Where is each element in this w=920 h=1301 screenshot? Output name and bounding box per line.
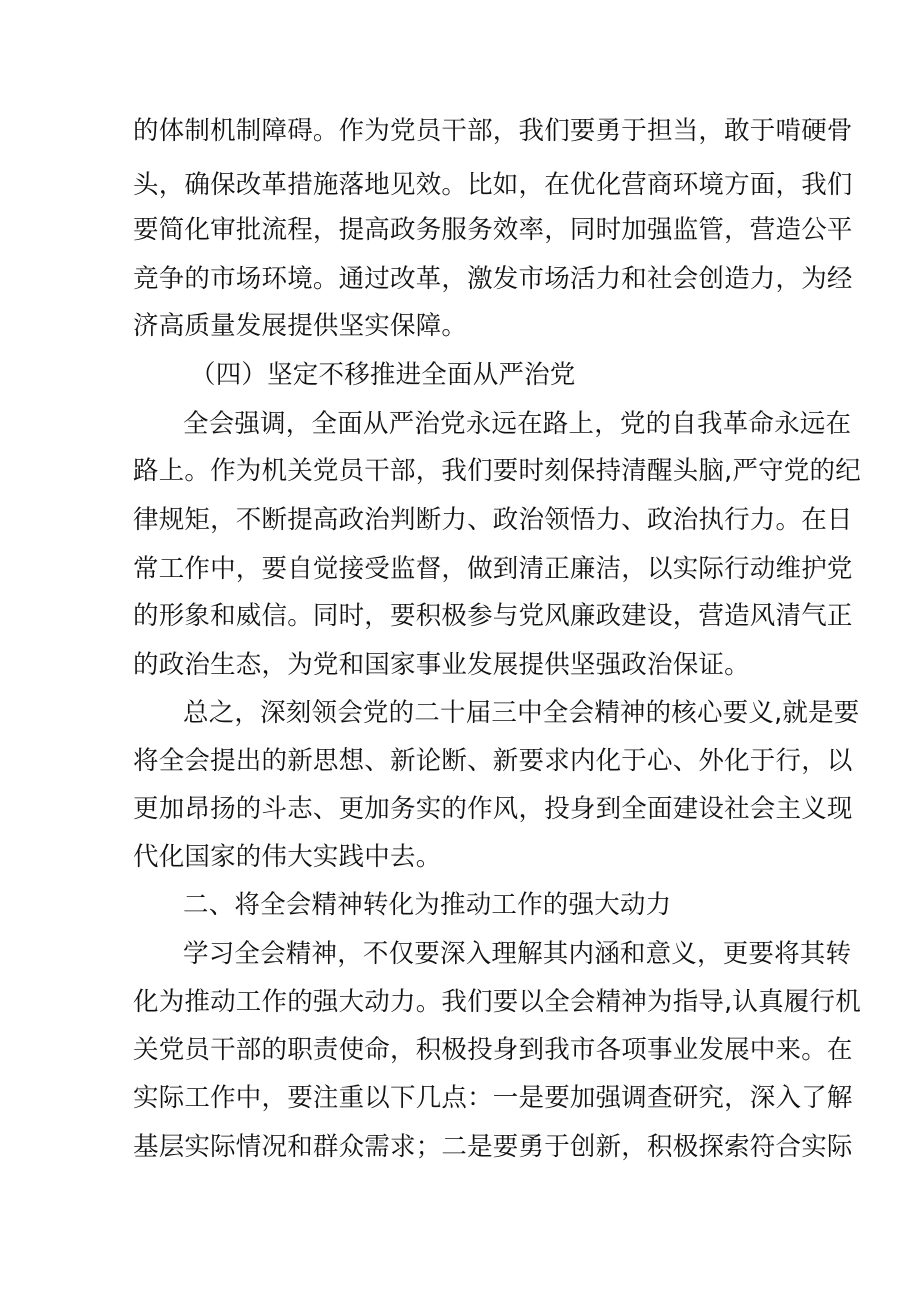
body-text-line: 代化国家的伟大实践中去。 bbox=[133, 842, 442, 872]
body-text-line: 总之，深刻领会党的二十届三中全会精神的核心要义,就是要 bbox=[183, 698, 860, 728]
body-text-line: 关党员干部的职责使命，积极投身到我市各项事业发展中来。在 bbox=[133, 1035, 853, 1065]
body-text-line: 常工作中，要自觉接受监督，做到清正廉洁，以实际行动维护党 bbox=[133, 554, 853, 584]
body-text-line: 实际工作中，要注重以下几点：一是要加强调查研究，深入了解 bbox=[133, 1083, 853, 1113]
section-heading: （四）坚定不移推进全面从严治党 bbox=[190, 360, 576, 390]
body-text-line: 的政治生态，为党和国家事业发展提供坚强政治保证。 bbox=[133, 650, 750, 680]
body-text-line: 学习全会精神，不仅要深入理解其内涵和意义，更要将其转 bbox=[183, 939, 852, 969]
body-text-line: 化为推动工作的强大动力。我们要以全会精神为指导,认真履行机 bbox=[133, 987, 861, 1017]
body-text-line: 更加昂扬的斗志、更加务实的作风，投身到全面建设社会主义现 bbox=[133, 794, 853, 824]
body-text-line: 将全会提出的新思想、新论断、新要求内化于心、外化于行，以 bbox=[133, 746, 853, 776]
body-text-line: 竞争的市场环境。通过改革，激发市场活力和社会创造力，为经 bbox=[133, 264, 853, 294]
body-text-line: 头，确保改革措施落地见效。比如，在优化营商环境方面，我们 bbox=[133, 170, 853, 200]
body-text-line: 全会强调，全面从严治党永远在路上，党的自我革命永远在 bbox=[183, 409, 852, 439]
body-text-line: 济高质量发展提供坚实保障。 bbox=[133, 311, 468, 341]
body-text-line: 基层实际情况和群众需求；二是要勇于创新，积极探索符合实际 bbox=[133, 1132, 853, 1162]
section-heading: 二、将全会精神转化为推动工作的强大动力 bbox=[183, 890, 672, 920]
body-text-line: 的形象和威信。同时，要积极参与党风廉政建设，营造风清气正 bbox=[133, 601, 853, 631]
body-text-line: 的体制机制障碍。作为党员干部，我们要勇于担当，敢于啃硬骨 bbox=[133, 116, 853, 146]
body-text-line: 要简化审批流程，提高政务服务效率，同时加强监管，营造公平 bbox=[133, 215, 853, 245]
body-text-line: 路上。作为机关党员干部，我们要时刻保持清醒头脑,严守党的纪 bbox=[133, 456, 861, 486]
body-text-line: 律规矩，不断提高政治判断力、政治领悟力、政治执行力。在日 bbox=[133, 505, 853, 535]
